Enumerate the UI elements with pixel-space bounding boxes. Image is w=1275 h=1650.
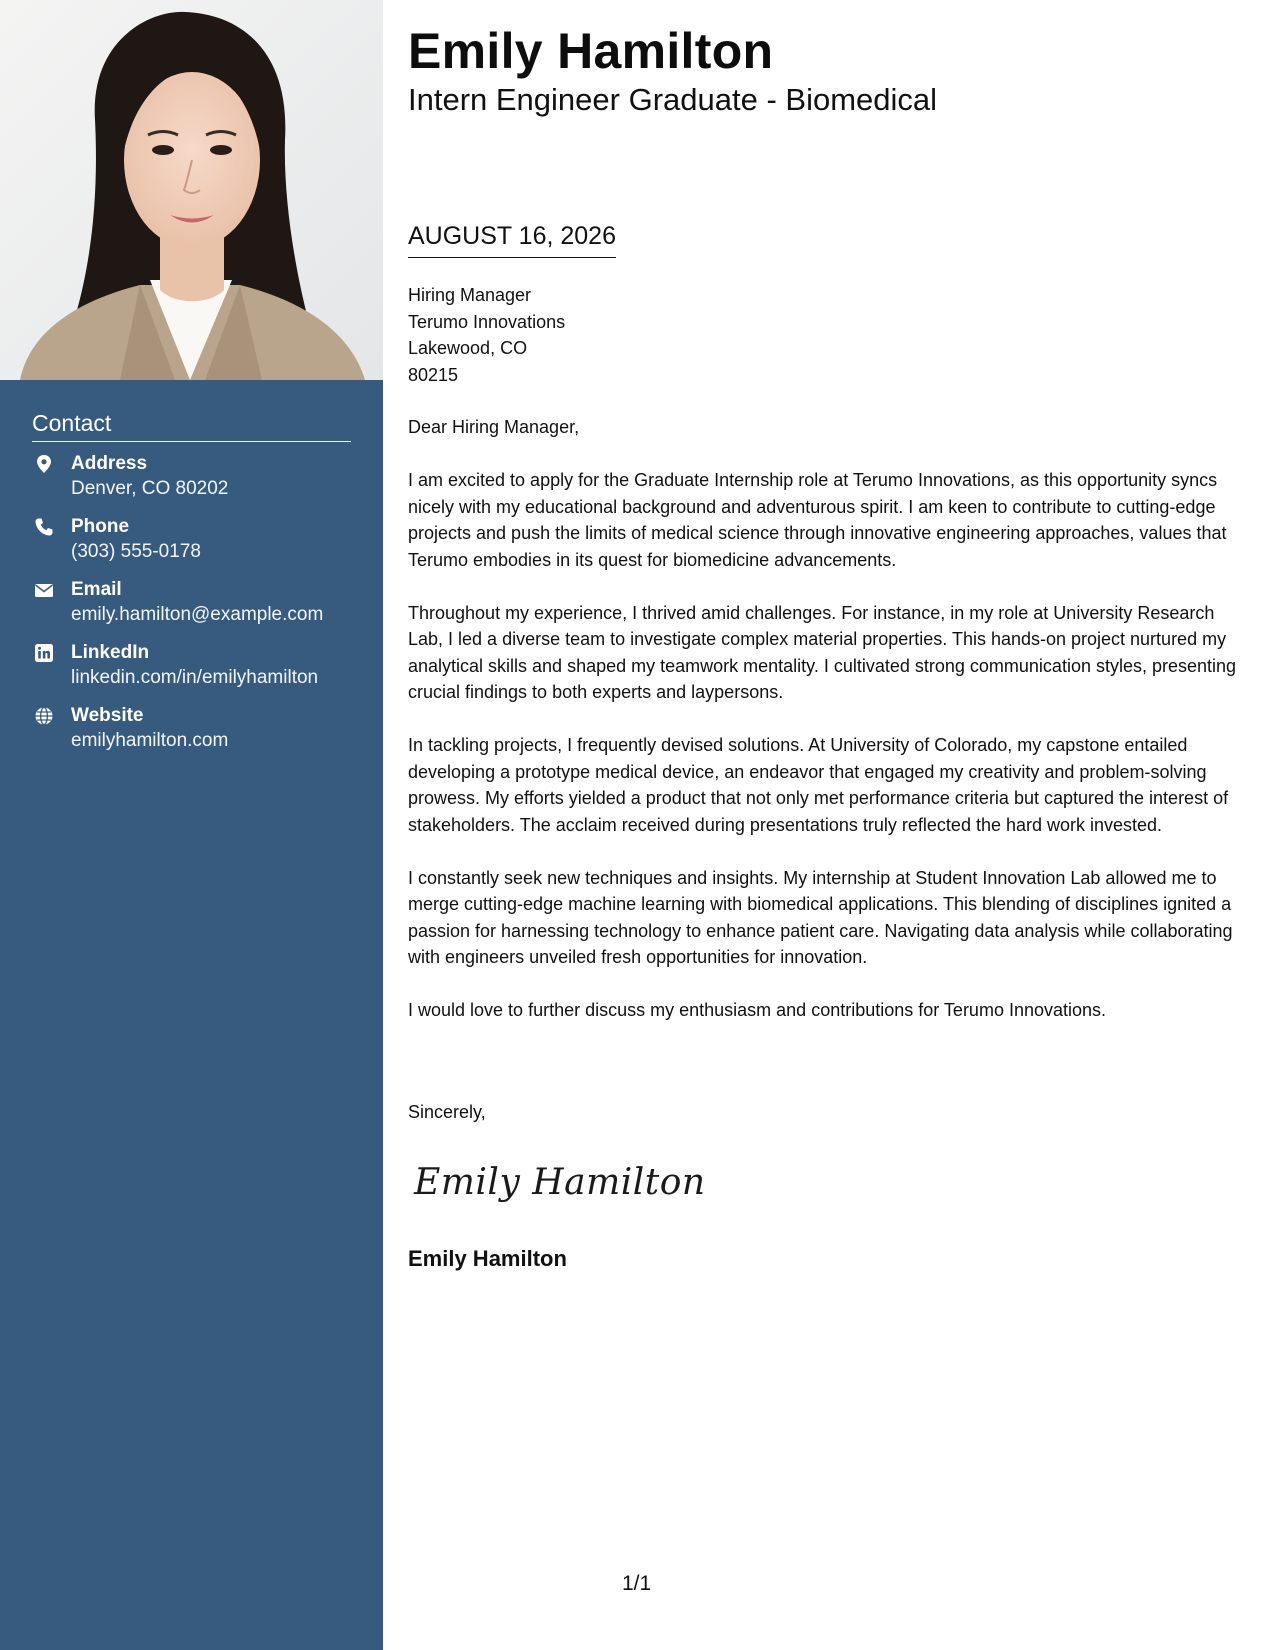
- recipient-block: [408, 282, 565, 388]
- applicant-name: Emily Hamilton: [408, 23, 774, 79]
- recipient-line: Hiring Manager: [408, 285, 532, 305]
- signature-glyphs: Emily Hamilton: [414, 1162, 706, 1203]
- contact-label: LinkedIn: [71, 642, 150, 663]
- linkedin-icon: [34, 643, 54, 663]
- linkedin-link[interactable]: linkedin.com/in/emilyhamilton: [71, 667, 319, 688]
- envelope-icon: [34, 580, 54, 600]
- paragraph: Throughout my experience, I thrived amid challenges. For instance, in my role at University Research Lab, I led a diverse team to investigate complex material properties. This hands-on project nurtured my analytical skills and shaped my teamwork mentality. I cultivated strong communication styles, presenting crucial findings to both experts and laypersons.: [408, 602, 1237, 702]
- contact-item-phone: [32, 515, 351, 564]
- handwritten-signature: [412, 1152, 706, 1212]
- signer-name: Emily Hamilton: [408, 1246, 567, 1271]
- page-number: 1/1: [622, 1572, 652, 1595]
- email-link[interactable]: emily.hamilton@example.com: [71, 604, 324, 625]
- contact-label: Phone: [71, 516, 130, 537]
- recipient-line: Terumo Innovations: [408, 311, 566, 332]
- globe-icon: [34, 706, 54, 726]
- contact-item-email: [32, 578, 351, 627]
- salutation: Dear Hiring Manager,: [408, 417, 580, 437]
- profile-photo: [0, 0, 383, 380]
- profile-photo-illustration: [0, 0, 383, 380]
- phone-icon: [34, 517, 54, 537]
- paragraph: In tackling projects, I frequently devised solutions. At University of Colorado, my capstone entailed developing a prototype medical device, an endeavor that engaged my creativity and problem-solving prowess. My efforts yielded a product that not only met performance criteria but captured the interest of stakeholders. The acclaim received during presentations truly reflected the hard work invested.: [408, 735, 1229, 835]
- address-value: Denver, CO 80202: [71, 478, 229, 499]
- closing: Sincerely,: [408, 1102, 486, 1122]
- contact-item-linkedin: [32, 641, 351, 690]
- phone-value: (303) 555-0178: [71, 541, 201, 562]
- applicant-title: Intern Engineer Graduate - Biomedical: [408, 82, 938, 117]
- letter-text: [408, 414, 1243, 1050]
- paragraph: I constantly seek new techniques and insights. My internship at Student Innovation Lab allowed me to merge cutting-edge machine learning with biomedical applications. This blending of disciplines ignited a passion for harnessing technology to enhance patient care. Navigating data analysis while collaborating with engineers unveiled fresh opportunities for innovation.: [408, 867, 1233, 967]
- contact-section: [32, 410, 351, 767]
- contact-label: Address: [71, 453, 148, 474]
- paragraph: I would love to further discuss my enthusiasm and contributions for Terumo Innovations.: [408, 1000, 1107, 1020]
- contact-label: Website: [71, 705, 144, 726]
- sidebar: [0, 0, 383, 1650]
- letter-date: AUGUST 16, 2026: [408, 222, 616, 258]
- paragraph: I am excited to apply for the Graduate Internship role at Terumo Innovations, as this opportunity syncs nicely with my educational background and adventurous spirit. I am keen to contribute to cutting-edge projects and push the limits of medical science through innovative engineering approaches, values that Terumo embodies in its quest for biomedicine advancements.: [408, 470, 1227, 570]
- website-link[interactable]: emilyhamilton.com: [71, 730, 229, 751]
- location-pin-icon: [34, 454, 54, 474]
- recipient-line: Lakewood, CO: [408, 338, 528, 358]
- contact-heading: Contact: [32, 410, 351, 442]
- contact-item-address: [32, 452, 351, 501]
- contact-label: Email: [71, 579, 122, 600]
- recipient-line: 80215: [408, 364, 459, 385]
- contact-item-website: [32, 704, 351, 753]
